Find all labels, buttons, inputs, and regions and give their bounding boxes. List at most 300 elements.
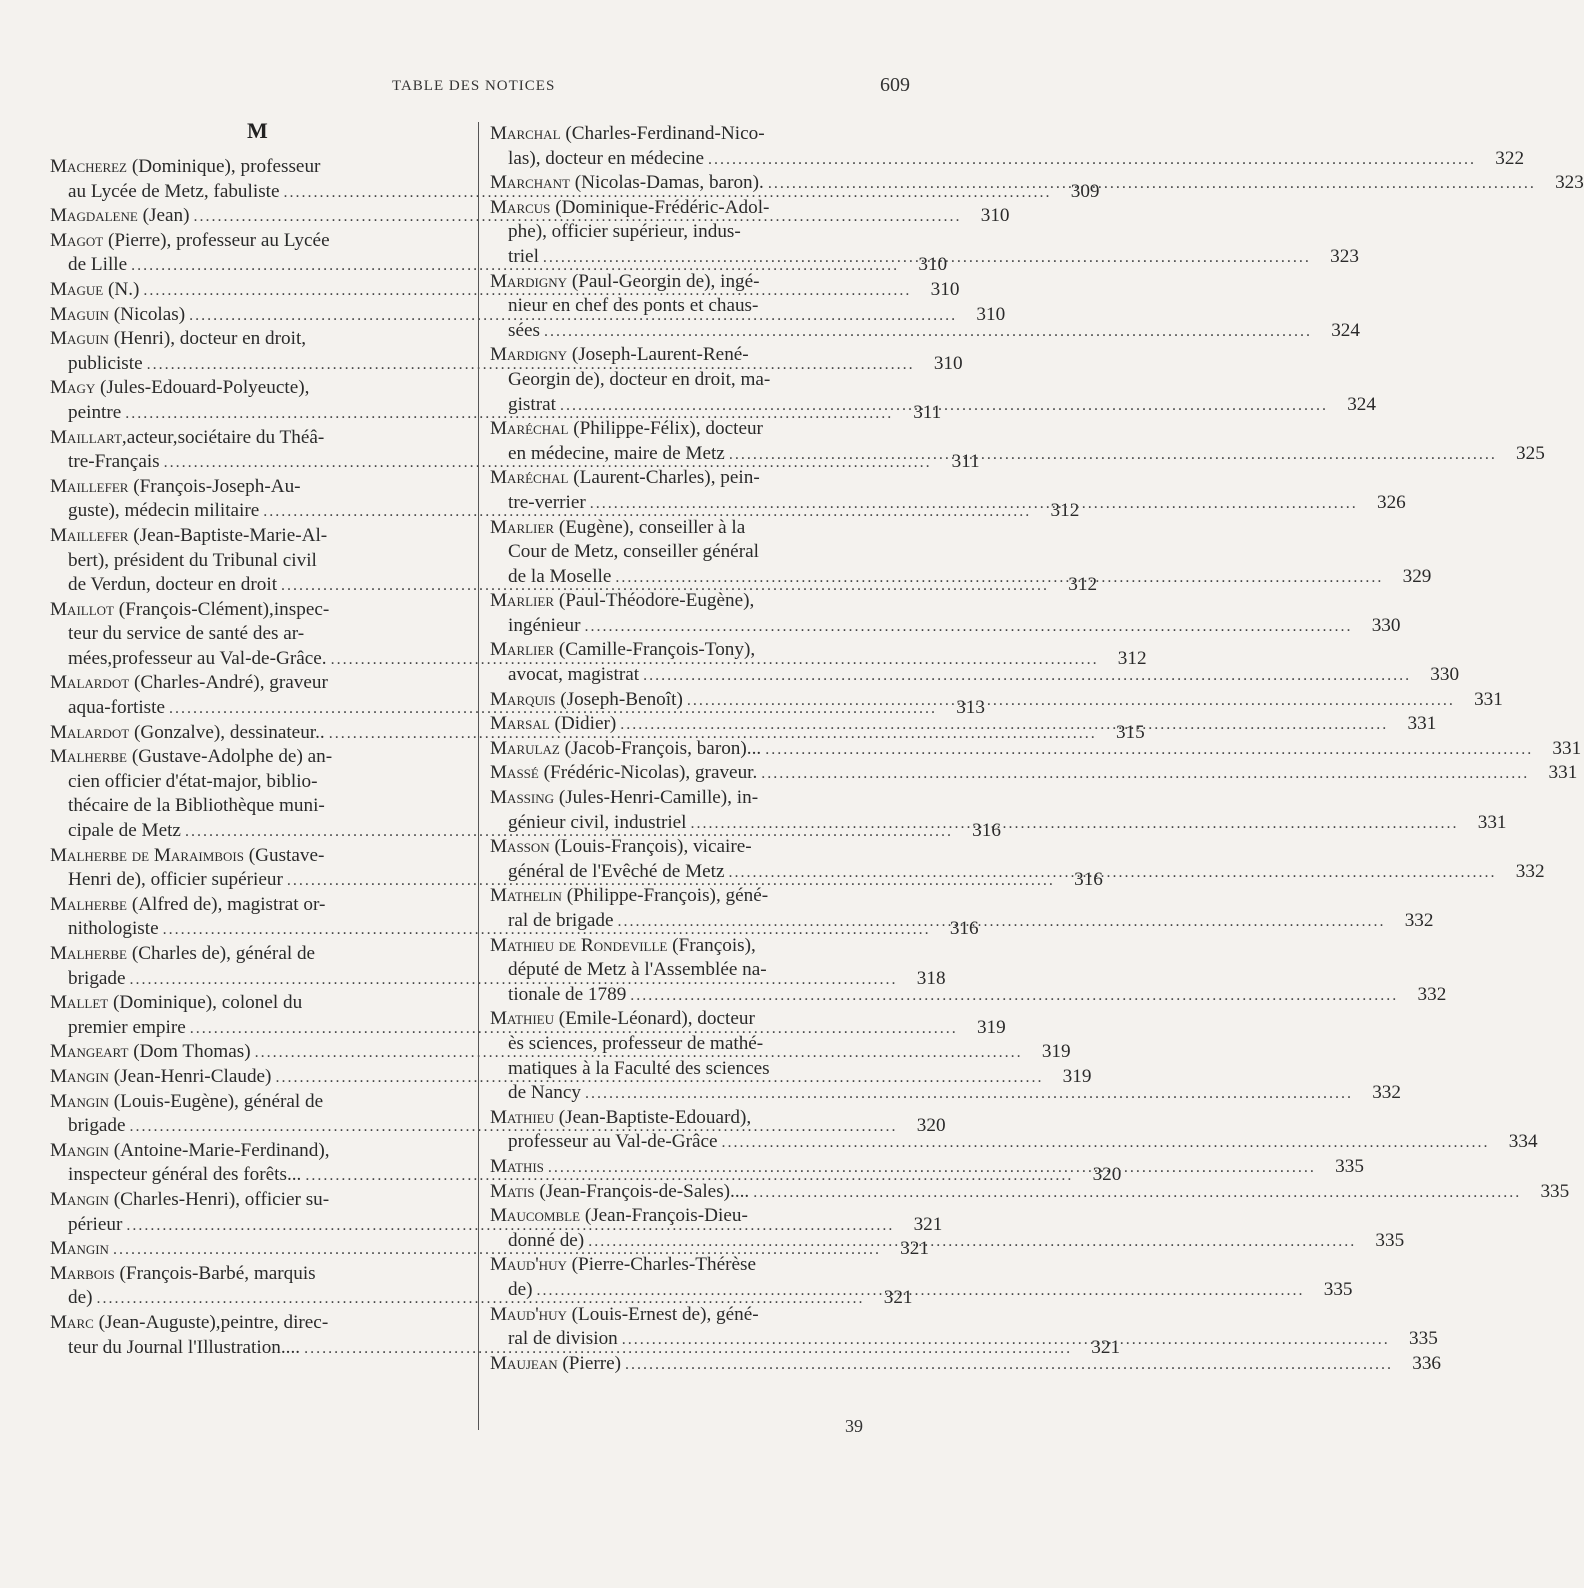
entry-text: (Charles-Henri), officier su-	[113, 1188, 330, 1210]
entry-text: (Gustave-	[248, 844, 325, 866]
entry-text: guste), médecin militaire	[68, 500, 260, 522]
entry-line	[490, 958, 910, 983]
entry-name: Mathis	[490, 1155, 544, 1177]
entry-text: peintre	[68, 401, 122, 423]
section-letter: M	[247, 118, 268, 143]
entry-name: Massé	[490, 762, 539, 784]
entry-text: génieur civil, industriel	[508, 811, 687, 833]
entry-line	[490, 1180, 1570, 1205]
index-entry	[490, 761, 1578, 786]
entry-line	[490, 835, 910, 860]
entry-page: 335	[1540, 1180, 1570, 1202]
entry-page: 334	[1508, 1131, 1538, 1153]
entry-text: brigade	[68, 1115, 126, 1137]
entry-line	[490, 1032, 910, 1057]
dot-leader	[761, 762, 1529, 787]
index-entry	[490, 737, 1582, 762]
entry-text: triel	[508, 245, 539, 267]
entry-text: (Jean-Henri-Claude)	[113, 1065, 272, 1087]
entry-name: Marcus	[490, 196, 551, 218]
entry-line	[50, 745, 465, 770]
entry-line	[490, 1303, 910, 1328]
entry-text: (Gonzalve), dessinateur..	[133, 721, 325, 743]
entry-text: (Charles-Ferdinand-Nico-	[565, 123, 765, 144]
entry-line	[50, 893, 465, 918]
entry-line	[490, 220, 910, 245]
entry-name: Maréchal	[490, 418, 569, 440]
entry-line	[490, 319, 1360, 344]
entry-line	[490, 589, 910, 614]
entry-name: Mague	[50, 278, 104, 300]
entry-text: phe), officier supérieur, indus-	[508, 221, 741, 243]
entry-name: Mardigny	[490, 344, 568, 366]
dot-leader	[548, 1156, 1316, 1181]
entry-page: 330	[1430, 664, 1460, 686]
entry-line	[50, 844, 465, 869]
index-entry	[490, 1352, 1442, 1377]
entry-text: (Jean-Auguste),peintre, direc-	[98, 1311, 329, 1333]
entry-text: (Louis-Eugène), général de	[113, 1090, 324, 1112]
entry-name: Mangin	[50, 1188, 109, 1210]
entry-text: (Jean-Baptiste-Marie-Al-	[133, 524, 328, 546]
entry-page: 332	[1372, 1082, 1401, 1104]
entry-text: (Paul-Georgin de), ingé-	[571, 270, 760, 292]
entry-line	[490, 466, 910, 491]
entry-name: Macherez	[50, 156, 128, 177]
dot-leader	[691, 812, 1459, 837]
entry-name: Masson	[490, 836, 550, 858]
entry-text: au Lycée de Metz, fabuliste	[68, 180, 280, 202]
entry-name: Mathieu	[490, 1008, 554, 1030]
entry-text: (Pierre), professeur au Lycée	[107, 229, 330, 251]
entry-page: 309	[1070, 180, 1100, 202]
entry-text: (Didier)	[554, 713, 617, 735]
dot-leader	[615, 566, 1383, 591]
entry-text: (Laurent-Charles), pein-	[573, 467, 760, 489]
entry-text: ès sciences, professeur de mathé-	[508, 1032, 764, 1054]
entry-line	[490, 294, 910, 319]
entry-text: bert), président du Tribunal civil	[68, 549, 317, 571]
entry-name: Maillefer	[50, 475, 129, 497]
entry-text: (Antoine-Marie-Ferdinand),	[113, 1139, 330, 1161]
entry-name: Maujean	[490, 1352, 558, 1374]
entry-page: 330	[1371, 614, 1401, 636]
entry-page: 322	[1495, 147, 1525, 169]
dot-leader	[584, 615, 1352, 640]
entry-line	[50, 770, 465, 795]
entry-name: Maguin	[50, 328, 109, 350]
entry-text: (N.)	[107, 278, 140, 300]
entry-line	[490, 737, 1582, 762]
entry-name: Maud'huy	[490, 1303, 567, 1325]
entry-line	[50, 426, 465, 451]
entry-page: 323	[1555, 172, 1584, 194]
entry-line	[490, 638, 910, 663]
entry-text: (Charles-André), graveur	[133, 672, 328, 694]
entry-text: (Henri), docteur en droit,	[113, 328, 307, 350]
entry-text: (Louis-François), vicaire-	[554, 836, 752, 858]
entry-text: député de Metz à l'Assemblée na-	[508, 959, 767, 981]
page-number: 609	[880, 74, 910, 96]
dot-leader	[537, 1279, 1305, 1304]
column-divider	[478, 122, 479, 1430]
entry-page: 319	[1062, 1065, 1092, 1087]
entry-text: en médecine, maire de Metz	[508, 442, 725, 464]
entry-page: 331	[1407, 713, 1437, 735]
entry-line	[50, 794, 465, 819]
entry-text: tre-Français	[68, 451, 160, 473]
entry-line	[50, 1188, 465, 1213]
dot-leader	[585, 1082, 1353, 1107]
entry-text: (François),	[672, 934, 756, 956]
entry-name: Malherbe de Maraimbois	[50, 844, 244, 866]
dot-leader	[729, 861, 1497, 886]
entry-line	[490, 614, 1401, 639]
entry-name: Mathieu de Rondeville	[490, 934, 668, 956]
entry-name: Maucomble	[490, 1205, 581, 1227]
entry-text: de Verdun, docteur en droit	[68, 574, 278, 596]
entry-text: (Joseph-Benoît)	[560, 688, 683, 710]
dot-leader	[622, 1328, 1390, 1353]
entry-line	[490, 983, 1447, 1008]
entry-text: (Dominique), colonel du	[113, 992, 303, 1014]
entry-name: Marlier	[490, 590, 555, 612]
entry-text: (Camille-François-Tony),	[558, 639, 756, 661]
entry-text: (Nicolas)	[113, 303, 186, 325]
entry-line	[490, 147, 1525, 172]
entry-page: 320	[916, 1115, 946, 1137]
entry-line	[490, 1204, 910, 1229]
entry-text: aqua-fortiste	[68, 697, 165, 719]
entry-page: 318	[916, 967, 946, 989]
entry-name: Marbois	[50, 1262, 115, 1284]
entry-line	[490, 786, 910, 811]
entry-text: nieur en chef des ponts et chaus-	[508, 295, 759, 317]
dot-leader	[590, 492, 1358, 517]
entry-line	[50, 549, 465, 574]
entry-text: (Jacob-François, baron)...	[564, 737, 762, 759]
entry-name: Maillefer	[50, 524, 129, 546]
entry-name: Magot	[50, 229, 104, 251]
dot-leader	[625, 1353, 1393, 1378]
entry-line	[490, 1106, 910, 1131]
entry-text: (Jean-Baptiste-Edouard),	[558, 1106, 752, 1128]
entry-text: ,acteur,sociétaire du Théâ-	[121, 426, 325, 448]
dot-leader	[729, 443, 1497, 468]
entry-page: 312	[1117, 647, 1147, 669]
index-entry	[490, 589, 1401, 638]
entry-text: (Dominique), professeur	[131, 156, 321, 177]
entry-name: Malardot	[50, 672, 130, 694]
dot-leader	[708, 148, 1476, 173]
entry-page: 316	[972, 820, 1001, 842]
entry-text: donné de)	[508, 1229, 585, 1251]
entry-text: général de l'Evêché de Metz	[508, 860, 725, 882]
entry-name: Maillart	[50, 426, 122, 448]
entry-line	[50, 1286, 913, 1311]
entry-name: Mangin	[50, 1065, 109, 1087]
entry-line	[490, 1007, 910, 1032]
entry-page: 321	[883, 1287, 913, 1309]
entry-line	[50, 155, 465, 180]
entry-text: brigade	[68, 967, 126, 989]
entry-page: 331	[1552, 737, 1582, 759]
entry-text: nithologiste	[68, 918, 159, 940]
dot-leader	[588, 1230, 1356, 1255]
entry-text: (Louis-Ernest de), géné-	[571, 1303, 759, 1325]
entry-text: (Frédéric-Nicolas), graveur.	[543, 762, 758, 784]
entry-name: Marsal	[490, 713, 550, 735]
entry-page: 331	[1477, 811, 1507, 833]
entry-line	[490, 663, 1460, 688]
entry-page: 310	[918, 254, 948, 276]
entry-line	[490, 1081, 1401, 1106]
entry-text: (Jean)	[142, 205, 190, 227]
entry-text: (Paul-Théodore-Eugène),	[558, 590, 755, 612]
entry-text: de Lille	[68, 254, 128, 276]
entry-page: 321	[1091, 1336, 1121, 1358]
entry-name: Malherbe	[50, 746, 128, 768]
entry-page: 323	[1330, 245, 1359, 267]
entry-line	[490, 516, 910, 541]
entry-text: de la Moselle	[508, 565, 612, 587]
entry-text: (François-Clément),inspec-	[118, 598, 330, 620]
entry-line	[50, 327, 465, 352]
entry-name: Mangin	[50, 1139, 109, 1161]
dot-leader	[543, 246, 1311, 271]
entry-line	[490, 934, 910, 959]
entry-name: Maréchal	[490, 467, 569, 489]
dot-leader	[560, 394, 1328, 419]
entry-line	[50, 991, 465, 1016]
entry-text: teur du Journal l'Illustration....	[68, 1336, 301, 1358]
entry-page: 310	[933, 352, 963, 374]
entry-name: Mangin	[50, 1090, 109, 1112]
entry-line	[50, 475, 465, 500]
entry-page: 310	[980, 205, 1010, 227]
entry-page: 320	[1092, 1164, 1122, 1186]
entry-name: Mangin	[50, 1238, 109, 1260]
entry-name: Mangeart	[50, 1041, 129, 1063]
entry-text: tionale de 1789	[508, 983, 627, 1005]
entry-text: teur du service de santé des ar-	[68, 623, 305, 645]
entry-page: 313	[956, 697, 985, 719]
entry-line	[490, 368, 910, 393]
entry-name: Malherbe	[50, 893, 128, 915]
entry-text: Henri de), officier supérieur	[68, 869, 283, 891]
entry-page: 310	[930, 278, 960, 300]
entry-text: inspecteur général des forêts...	[68, 1164, 302, 1186]
entry-text: mées,professeur au Val-de-Grâce.	[68, 647, 327, 669]
entry-page: 316	[949, 918, 979, 940]
dot-leader	[630, 984, 1398, 1009]
dot-leader	[620, 713, 1388, 738]
entry-text: ral de brigade	[508, 910, 614, 931]
entry-name: Mathieu	[490, 1106, 554, 1128]
entry-page: 311	[951, 451, 980, 473]
entry-page: 336	[1412, 1352, 1442, 1374]
signature-mark: 39	[845, 1416, 863, 1436]
entry-page: 332	[1404, 910, 1434, 931]
entry-page: 316	[1074, 869, 1103, 891]
entry-name: Massing	[490, 787, 555, 809]
entry-text: (Jules-Henri-Camille), in-	[558, 787, 759, 809]
entry-line	[50, 524, 465, 549]
entry-line	[490, 761, 1578, 786]
entry-text: (Dominique-Frédéric-Adol-	[555, 196, 770, 218]
dot-leader	[768, 172, 1536, 197]
entry-page: 325	[1516, 442, 1545, 464]
entry-text: matiques à la Faculté des sciences	[508, 1057, 770, 1079]
entry-page: 319	[976, 1016, 1006, 1038]
entry-page: 335	[1375, 1229, 1405, 1251]
entry-line	[490, 884, 910, 909]
entry-name: Marlier	[490, 639, 555, 661]
entry-text: publiciste	[68, 352, 143, 374]
entry-text: (Jean-François-Dieu-	[584, 1205, 748, 1227]
dot-leader	[544, 320, 1312, 345]
entry-line	[50, 1139, 465, 1164]
entry-name: Marchal	[490, 123, 561, 144]
entry-page: 319	[1041, 1041, 1071, 1063]
entry-text: thécaire de la Bibliothèque muni-	[68, 795, 325, 817]
entry-text: (Pierre)	[562, 1352, 622, 1374]
entry-text: cien officier d'état-major, biblio-	[68, 770, 318, 792]
entry-line	[50, 1311, 465, 1336]
entry-page: 310	[976, 303, 1006, 325]
entry-name: Marc	[50, 1311, 94, 1333]
entry-text: avocat, magistrat	[508, 664, 640, 686]
entry-text: (Emile-Léonard), docteur	[558, 1008, 755, 1030]
entry-name: Maguin	[50, 303, 109, 325]
entry-page: 332	[1515, 860, 1545, 882]
entry-text: cipale de Metz	[68, 820, 181, 842]
entry-line	[50, 671, 465, 696]
entry-text: professeur au Val-de-Grâce	[508, 1131, 718, 1153]
entry-line	[490, 1057, 910, 1082]
entry-line	[50, 1090, 465, 1115]
entry-page: 332	[1417, 983, 1447, 1005]
entry-text: (Alfred de), magistrat or-	[131, 893, 326, 915]
entry-text: (Joseph-Laurent-René-	[571, 344, 749, 366]
entry-text: (Nicolas-Damas, baron).	[574, 172, 764, 194]
dot-leader	[753, 1181, 1521, 1206]
entry-text: Cour de Metz, conseiller général	[508, 541, 759, 563]
entry-name: Marlier	[490, 516, 555, 538]
entry-line	[50, 598, 465, 623]
entry-line	[490, 1352, 1442, 1377]
entry-text: (Pierre-Charles-Thérèse	[571, 1254, 756, 1276]
entry-name: Marchant	[490, 172, 570, 194]
index-entry	[490, 1253, 1353, 1302]
entry-page: 311	[913, 401, 942, 423]
entry-line	[490, 1130, 1538, 1155]
entry-line	[490, 1278, 1353, 1303]
entry-text: (Jules-Edouard-Polyeucte),	[100, 377, 310, 399]
entry-page: 326	[1376, 491, 1406, 513]
index-entry	[490, 122, 1525, 171]
entry-text: tre-verrier	[508, 491, 586, 513]
entry-page: 324	[1347, 393, 1376, 415]
index-entry	[490, 1180, 1570, 1205]
entry-name: Maillot	[50, 598, 114, 620]
entry-name: Magdalene	[50, 205, 138, 227]
entry-name: Mardigny	[490, 270, 568, 292]
entry-line	[490, 540, 910, 565]
entry-page: 329	[1402, 565, 1432, 587]
entry-name: Malherbe	[50, 943, 128, 964]
entry-text: (Gustave-Adolphe de) an-	[131, 746, 333, 768]
entry-text: de Nancy	[508, 1082, 581, 1104]
dot-leader	[687, 689, 1455, 714]
entry-line	[50, 942, 465, 967]
entry-line	[490, 1253, 910, 1278]
entry-page: 321	[900, 1238, 929, 1260]
entry-text: de)	[508, 1278, 533, 1300]
entry-line	[490, 270, 910, 295]
entry-text: de)	[68, 1287, 93, 1309]
dot-leader	[722, 1131, 1490, 1156]
entry-text: (Philippe-Félix), docteur	[573, 418, 763, 440]
entry-line	[490, 343, 910, 368]
entry-text: sées	[508, 319, 540, 341]
entry-page: 324	[1331, 319, 1360, 341]
page-header-title: TABLE DES NOTICES	[392, 78, 556, 94]
entry-line	[490, 417, 910, 442]
entry-name: Magy	[50, 377, 96, 399]
entry-text: (François-Joseph-Au-	[133, 475, 301, 497]
entry-text: premier empire	[68, 1016, 186, 1038]
entry-text: périeur	[68, 1213, 123, 1235]
entry-text: (François-Barbé, marquis	[119, 1262, 316, 1284]
entry-line	[490, 196, 910, 221]
entry-page: 312	[1050, 500, 1080, 522]
entry-name: Maud'huy	[490, 1254, 567, 1276]
entry-page: 335	[1335, 1155, 1364, 1177]
dot-leader	[765, 738, 1533, 763]
dot-leader	[617, 910, 1385, 935]
entry-text: (Jean-François-de-Sales)....	[539, 1180, 750, 1202]
entry-text: ral de division	[508, 1328, 618, 1350]
entry-line	[490, 122, 910, 147]
entry-name: Matis	[490, 1180, 535, 1202]
entry-page: 315	[1115, 721, 1145, 743]
dot-leader	[643, 664, 1411, 689]
entry-line	[50, 622, 465, 647]
entry-text: ingénieur	[508, 614, 581, 636]
entry-text: gistrat	[508, 393, 556, 415]
entry-text: Georgin de), docteur en droit, ma-	[508, 368, 771, 390]
entry-name: Marquis	[490, 688, 556, 710]
entry-text: (Dom Thomas)	[133, 1041, 251, 1063]
entry-page: 335	[1409, 1328, 1438, 1350]
entry-name: Mathelin	[490, 885, 562, 907]
entry-name: Marulaz	[490, 737, 560, 759]
entry-page: 312	[1068, 574, 1098, 596]
entry-page: 331	[1474, 688, 1503, 710]
entry-page: 335	[1323, 1278, 1353, 1300]
entry-line	[50, 376, 465, 401]
entry-line	[50, 229, 465, 254]
entry-line	[50, 1262, 465, 1287]
entry-page: 321	[913, 1213, 943, 1235]
entry-name: Mallet	[50, 992, 109, 1014]
entry-text: (Eugène), conseiller à la	[558, 516, 746, 538]
entry-name: Malardot	[50, 721, 130, 743]
entry-text: (Charles de), général de	[131, 943, 316, 964]
entry-text: las), docteur en médecine	[508, 147, 705, 169]
entry-page: 331	[1548, 762, 1578, 784]
